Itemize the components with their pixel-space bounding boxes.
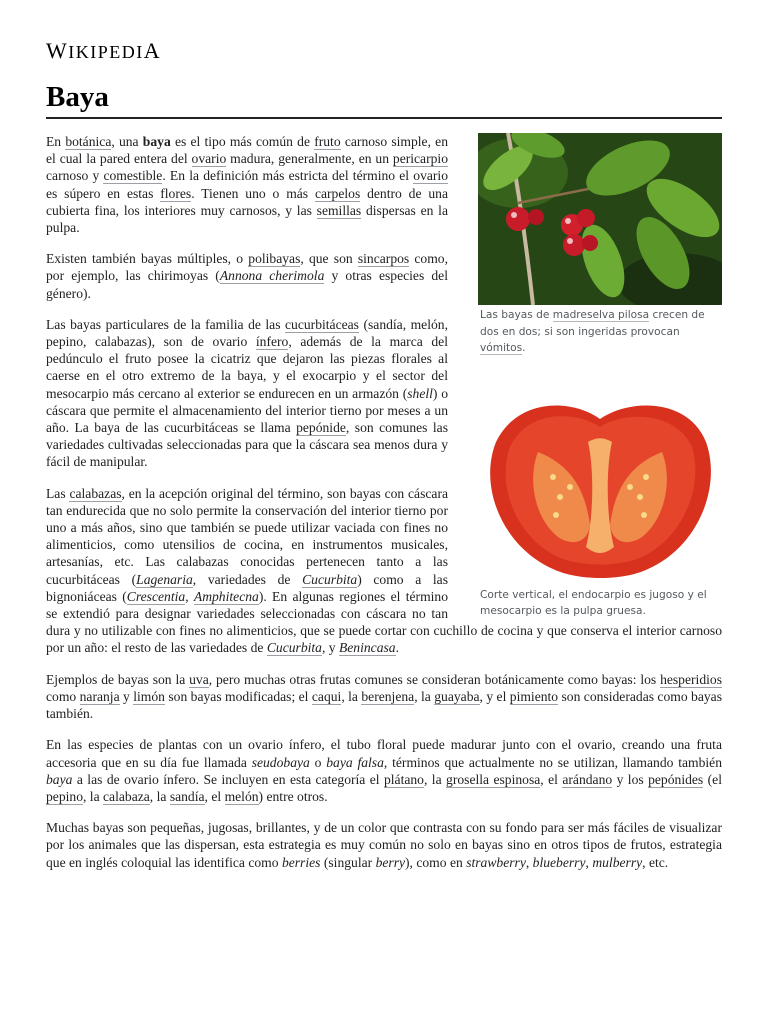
text: , que son: [300, 251, 358, 267]
paragraph-7: [46, 819, 722, 871]
text: (sandía, melón, pepino, calabazas), son de ovario: [46, 316, 448, 350]
figure-column: [478, 133, 722, 620]
link-lagenaria[interactable]: Lagenaria: [136, 571, 193, 587]
text: , y el: [479, 688, 510, 704]
text: Las bayas particulares de la familia de las: [46, 316, 285, 332]
text: Las: [46, 485, 70, 501]
text: Muchas bayas son pequeñas, jugosas, brillantes, y de un color que contrasta con su fondo para ser más fáciles de visualizar por los animales que las dispersan, esta estrategia es muy común no solo en bayas sino en otros tipos de frutos, estrategia que en inglés coloquial las identifica como: [46, 820, 722, 870]
italic-term: baya: [46, 771, 73, 787]
italic-term: shell: [407, 385, 433, 401]
text: , son comunes las variedades cultivadas seleccionadas para que la cáscara sea menos dura y fácil de manipular.: [46, 420, 448, 470]
link-crescentia[interactable]: Crescentia: [126, 588, 186, 604]
article-body: [46, 133, 722, 871]
link-caqui[interactable]: caqui: [311, 688, 342, 704]
text: carnoso simple, en el cual la pared entera del: [46, 134, 449, 167]
text: ) entre otros.: [258, 788, 328, 804]
text: como: [46, 688, 80, 704]
text: , la: [83, 788, 104, 804]
text: , la: [341, 688, 362, 704]
text: son consideradas como bayas también.: [46, 688, 722, 722]
link-vomitos[interactable]: vómitos: [480, 342, 523, 354]
link-naranja[interactable]: naranja: [79, 688, 120, 704]
text: ,: [185, 588, 194, 604]
link-ovario[interactable]: ovario: [191, 151, 227, 167]
link-calabazas[interactable]: calabazas: [69, 485, 122, 501]
italic-term: blueberry: [532, 854, 586, 870]
link-cucurbita[interactable]: Cucurbita: [266, 640, 322, 656]
caption-text: Las bayas de: [480, 309, 553, 321]
page: [46, 38, 722, 885]
text: , una: [111, 134, 143, 149]
link-botanica[interactable]: botánica: [65, 134, 112, 149]
link-arandano[interactable]: arándano: [562, 771, 613, 787]
text: ,: [585, 854, 593, 870]
link-carpelos[interactable]: carpelos: [314, 185, 361, 201]
link-ovario[interactable]: ovario: [413, 168, 448, 184]
text: .: [395, 640, 400, 656]
link-pimiento[interactable]: pimiento: [509, 688, 559, 704]
italic-term: seudobaya: [251, 754, 310, 770]
text: ,: [525, 854, 533, 870]
text: , el: [204, 788, 225, 804]
text: , además de la marca del pedúnculo el fruto posee la cicatriz que dejaron las piezas florales al caerse en el otro extremo de la baya, y el exocarpio y el sector del mesocarpio más cercano al exterior se endurecen en un armazón (: [46, 334, 448, 401]
text: Existen también bayas múltiples, o: [46, 251, 249, 267]
link-sincarpos[interactable]: sincarpos: [357, 251, 410, 267]
link-guayaba[interactable]: guayaba: [434, 688, 480, 704]
link-polibayas[interactable]: polibayas: [248, 251, 301, 267]
caption-text: crecen de dos en dos; si son ingeridas provocan: [480, 309, 705, 338]
link-benincasa[interactable]: Benincasa: [338, 640, 396, 656]
text: o: [309, 754, 327, 770]
link-sandia[interactable]: sandía: [169, 788, 205, 804]
text: , y: [321, 640, 339, 656]
text: y los: [612, 771, 649, 787]
link-limon[interactable]: limón: [133, 688, 165, 704]
text: ), como en: [405, 854, 467, 870]
text: . En la definición más estricta del término el: [162, 168, 414, 184]
link-flores[interactable]: flores: [160, 185, 192, 201]
link-pepino[interactable]: pepino: [46, 788, 83, 804]
link-cucurbitaceas[interactable]: cucurbitáceas: [285, 316, 359, 332]
text: son bayas modificadas; el: [164, 688, 312, 704]
link-berenjena[interactable]: berenjena: [361, 688, 415, 704]
text: , variedades de: [192, 571, 303, 587]
text: , la: [414, 688, 435, 704]
link-fruto[interactable]: fruto: [314, 134, 341, 149]
link-uva[interactable]: uva: [189, 671, 209, 687]
link-madreselva-pilosa[interactable]: madreselva pilosa: [552, 309, 650, 321]
italic-term: strawberry: [466, 854, 526, 870]
text: , la: [423, 771, 447, 787]
link-cucurbita[interactable]: Cucurbita: [302, 571, 358, 587]
text: a las de ovario ínfero. Se incluyen en esta categoría el: [72, 771, 384, 787]
figure-caption-1: [480, 307, 720, 357]
tomato-cross-section-image[interactable]: [478, 397, 722, 587]
italic-term: mulberry: [592, 854, 643, 870]
italic-term: berry: [375, 854, 406, 870]
honeysuckle-berries-image[interactable]: [478, 133, 722, 305]
text: . Tienen uno o más: [191, 185, 315, 201]
text: , en la acepción original del término, son bayas con cáscara tan endurecida que no solo permite la conservación del interior tierno por uno a más años, sino que también se puede utilizar vaciada con fines no alimenticios, como utensilios de cocina, en instrumentos musicales, artesanías, etc. Las calabazas conocidas pertenecen tanto a las cucurbitáceas (: [46, 485, 449, 587]
italic-term: berries: [281, 854, 321, 870]
text: , términos que actualmente no se utilizan, llamando también: [383, 754, 723, 770]
text: y: [119, 688, 134, 704]
link-platano[interactable]: plátano: [383, 771, 424, 787]
link-melon[interactable]: melón: [224, 788, 259, 804]
paragraph-6: [46, 736, 722, 805]
text: En: [46, 134, 66, 149]
figure-caption-2: Corte vertical, el endocarpio es jugoso y el mesocarpio es la pulpa gruesa.: [480, 588, 707, 617]
text: , la: [149, 788, 170, 804]
link-pericarpio[interactable]: pericarpio: [392, 151, 448, 167]
text: es súpero en estas: [46, 185, 161, 201]
italic-term: baya falsa: [326, 754, 384, 770]
text: , el: [540, 771, 563, 787]
text: Ejemplos de bayas son la: [46, 671, 190, 687]
link-amphitecna[interactable]: Amphitecna: [193, 588, 259, 604]
paragraph-5: [46, 671, 722, 723]
text: , pero muchas otras frutas comunes se consideran botánicamente como bayas: los: [208, 671, 661, 687]
text: dentro de una cubierta fina, los interiores muy carnosos, y las: [46, 185, 448, 218]
page-title: Baya: [46, 80, 722, 119]
wikipedia-logo[interactable]: WIKIPEDIA: [46, 38, 162, 63]
text: (singular: [320, 854, 376, 870]
text: ) como a las bignoniáceas (: [46, 571, 449, 604]
link-hesperidios[interactable]: hesperidios: [660, 671, 722, 687]
text: dispersas en la pulpa.: [46, 202, 448, 236]
link-peponide[interactable]: pepónide: [296, 420, 346, 436]
text: En las especies de plantas con un ovario ínfero, el tubo floral puede madurar junto con el ovario, creando una fruta accesoria que en su día fue llamada: [46, 737, 722, 770]
text: ). En algunas regiones el término se extendió para designar variedades seleccionadas con cáscara no tan dura y no utilizable con fines no alimenticios, que se puede cortar con cuchillo de cocina y que conserva el interior carnoso por un año: el resto de las variedades de: [46, 588, 722, 656]
text: como, por ejemplo, las chirimoyas (: [46, 251, 448, 284]
text: madura, generalmente, en un: [226, 151, 393, 167]
text: carnoso y: [46, 168, 104, 184]
text: (el: [703, 771, 722, 787]
link-grosella-espinosa[interactable]: grosella espinosa: [446, 771, 541, 787]
text: ) o cáscara que permite el almacenamiento del interior tierno por meses a un año. La baya de las cucurbitáceas se llama: [46, 385, 448, 436]
link-semillas[interactable]: semillas: [316, 202, 362, 218]
link-peponides[interactable]: pepónides: [648, 771, 704, 787]
text: y otras especies del género).: [46, 268, 448, 301]
link-infero[interactable]: ínfero: [255, 334, 289, 350]
text: , etc.: [642, 854, 669, 870]
bold-term: baya: [142, 134, 171, 149]
link-calabaza[interactable]: calabaza: [103, 788, 150, 804]
text: es el tipo más común de: [170, 134, 315, 149]
link-annona-cherimola[interactable]: Annona cherimola: [219, 268, 325, 284]
caption-text: .: [522, 342, 526, 354]
link-comestible[interactable]: comestible: [103, 168, 163, 184]
